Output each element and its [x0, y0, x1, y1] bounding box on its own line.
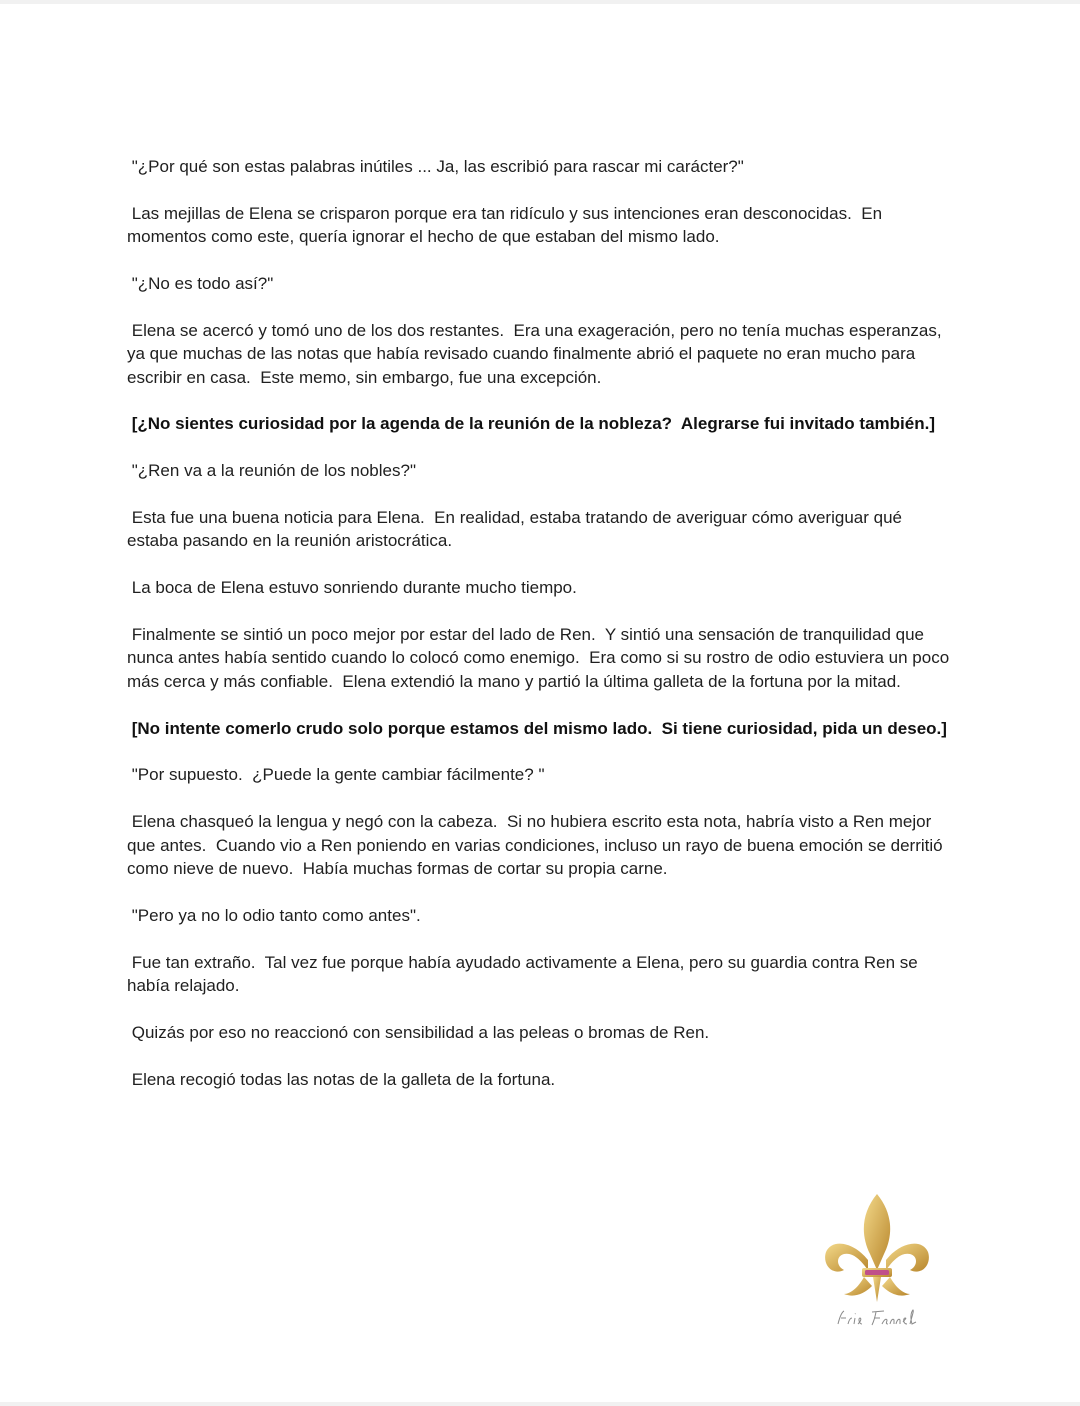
paragraph: [¿No sientes curiosidad por la agenda de la reunión de la nobleza? Alegrarse fui invitado también.]	[127, 414, 935, 434]
paragraph: "Pero ya no lo odio tanto como antes".	[127, 905, 421, 925]
paragraph: "Por supuesto. ¿Puede la gente cambiar fácilmente? "	[127, 765, 545, 785]
paragraph: La boca de Elena estuvo sonriendo durante mucho tiempo.	[127, 578, 577, 598]
paragraph: "¿No es todo así?"	[127, 274, 274, 293]
document-body	[127, 155, 957, 1114]
paragraph: "¿Ren va a la reunión de los nobles?"	[127, 461, 416, 481]
paragraph: Finalmente se sintió un poco mejor por estar del lado de Ren. Y sintió una sensación de tranquilidad que nunca antes había sentido cuando lo colocó como enemigo. Era como si su rostro de odio estuviera un poco más cerca y más confiable. Elena extendió la mano y partió la última galleta de la fortuna por la mitad.	[127, 625, 954, 691]
paragraph: Esta fue una buena noticia para Elena. En realidad, estaba tratando de averiguar cómo averiguar qué estaba pasando en la reunión aristocrática.	[127, 508, 907, 551]
paragraph: Quizás por eso no reaccionó con sensibilidad a las peleas o bromas de Ren.	[127, 1022, 710, 1042]
paragraph: Las mejillas de Elena se crisparon porque era tan ridículo y sus intenciones eran desconocidas. En momentos como este, quería ignorar el hecho de que estaban del mismo lado.	[127, 203, 887, 247]
paragraph: "¿Por qué son estas palabras inútiles ... Ja, las escribió para rascar mi carácter?"	[127, 157, 744, 176]
paragraph: [No intente comerlo crudo solo porque estamos del mismo lado. Si tiene curiosidad, pida un deseo.]	[127, 718, 947, 738]
paragraph: Fue tan extraño. Tal vez fue porque había ayudado activamente a Elena, pero su guardia contra Ren se había relajado.	[127, 952, 923, 996]
paragraph: Elena recogió todas las notas de la galleta de la fortuna.	[127, 1069, 556, 1089]
paragraph: Elena chasqueó la lengua y negó con la cabeza. Si no hubiera escrito esta nota, habría visto a Ren mejor que antes. Cuando vio a Ren poniendo en varias condiciones, incluso un rayo de buena emoción se derritió como nieve de nuevo. Había muchas formas de cortar su propia carne.	[127, 812, 948, 879]
signature-logo	[832, 1306, 922, 1330]
paragraph: Elena se acercó y tomó uno de los dos restantes. Era una exageración, pero no tenía muchas esperanzas, ya que muchas de las notas que había revisado cuando finalmente abrió el paquete no eran mucho para escribir en casa. Este memo, sin embargo, fue una excepción.	[127, 320, 947, 387]
document-page	[0, 4, 1080, 1402]
